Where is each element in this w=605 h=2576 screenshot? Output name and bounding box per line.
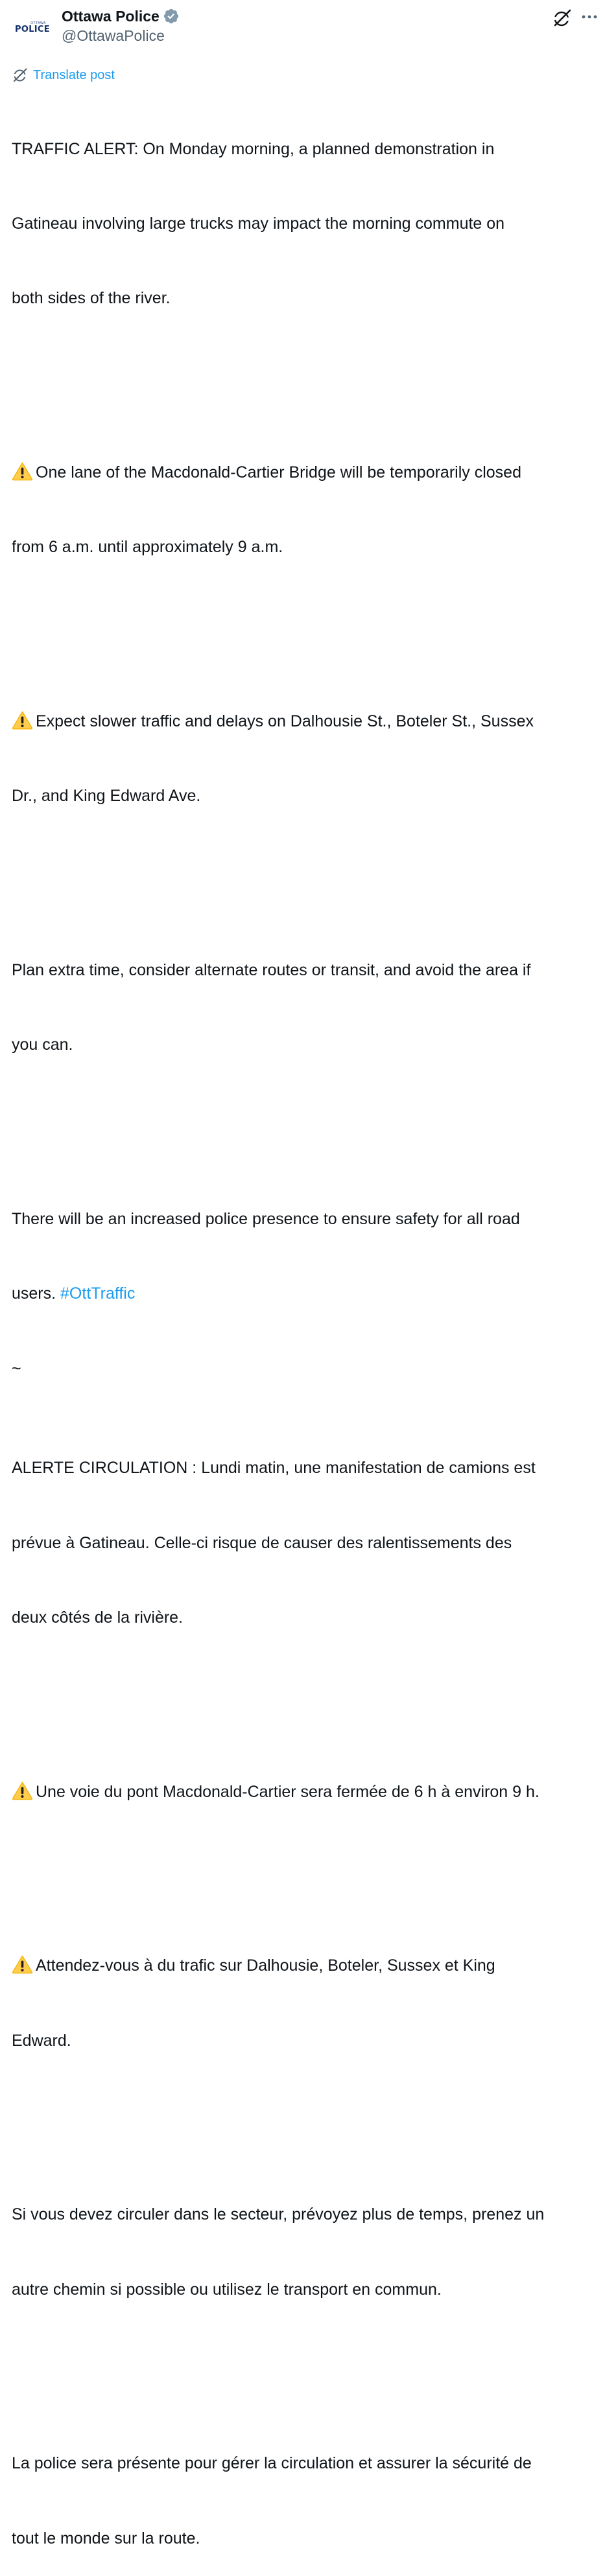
warning-sign-icon bbox=[12, 1781, 33, 1800]
post-line bbox=[12, 1780, 599, 1804]
paragraph-spacer bbox=[12, 859, 599, 883]
post-line: Dr., and King Edward Ave. bbox=[12, 787, 201, 806]
post-line: ALERTE CIRCULATION : Lundi matin, une manifestation de camions est bbox=[12, 1459, 536, 1478]
avatar[interactable] bbox=[12, 12, 53, 44]
post-line-text: Attendez-vous à du trafic sur Dalhousie, Boteler, Sussex et King bbox=[36, 1956, 495, 1975]
translate-post-row[interactable] bbox=[12, 66, 115, 84]
post-line: La police sera présente pour gérer la circulation et assurer la sécurité de bbox=[12, 2454, 532, 2473]
post-line: Edward. bbox=[12, 2031, 71, 2050]
more-icon[interactable] bbox=[580, 8, 599, 26]
post-header bbox=[0, 0, 605, 58]
translate-grok-icon bbox=[12, 67, 29, 84]
post-line: Si vous devez circuler dans le secteur, prévoyez plus de temps, prenez un bbox=[12, 2205, 545, 2224]
post-line bbox=[12, 1953, 599, 1978]
grok-icon[interactable] bbox=[552, 8, 573, 29]
post-line: Gatineau involving large trucks may impact the morning commute on bbox=[12, 215, 505, 233]
post-line: both sides of the river. bbox=[12, 289, 171, 308]
warning-sign-icon bbox=[12, 710, 33, 730]
post-line-text: users. bbox=[12, 1284, 61, 1303]
user-handle[interactable]: @OttawaPolice bbox=[62, 27, 165, 44]
paragraph-spacer bbox=[12, 2352, 599, 2376]
paragraph-spacer bbox=[12, 610, 599, 634]
display-name[interactable]: Ottawa Police bbox=[62, 7, 160, 25]
hashtag-link[interactable]: #OttTraffic bbox=[60, 1284, 136, 1303]
post-line bbox=[12, 1281, 599, 1306]
paragraph-spacer bbox=[12, 1680, 599, 1704]
separator-line: ~ bbox=[12, 1359, 21, 1378]
post-line-text: Une voie du pont Macdonald-Cartier sera fermée de 6 h à environ 9 h. bbox=[36, 1782, 540, 1801]
verified-badge-icon[interactable] bbox=[163, 8, 180, 25]
display-name-row bbox=[62, 6, 180, 27]
post-line: tout le monde sur la route. bbox=[12, 2529, 200, 2547]
post-body bbox=[12, 87, 599, 2576]
post-line: Plan extra time, consider alternate routes or transit, and avoid the area if bbox=[12, 961, 531, 980]
post-line: There will be an increased police presence to ensure safety for all road bbox=[12, 1210, 520, 1229]
warning-sign-icon bbox=[12, 461, 33, 481]
post-line: prévue à Gatineau. Celle-ci risque de causer des ralentissements des bbox=[12, 1533, 512, 1552]
paragraph-spacer bbox=[12, 2103, 599, 2128]
post-line: from 6 a.m. until approximately 9 a.m. bbox=[12, 538, 283, 557]
post-line-text: One lane of the Macdonald-Cartier Bridge will be temporarily closed bbox=[36, 463, 521, 482]
post-line: you can. bbox=[12, 1036, 73, 1054]
translate-post-link[interactable]: Translate post bbox=[33, 67, 115, 82]
avatar-logo-text: POLICE bbox=[15, 25, 50, 34]
paragraph-spacer bbox=[12, 1854, 599, 1879]
avatar-top-text: OTTAWA bbox=[30, 21, 46, 25]
post-line: autre chemin si possible ou utilisez le transport en commun. bbox=[12, 2280, 442, 2299]
warning-sign-icon bbox=[12, 1955, 33, 1974]
post-line: deux côtés de la rivière. bbox=[12, 1608, 184, 1627]
post-line bbox=[12, 460, 599, 485]
paragraph-spacer bbox=[12, 1108, 599, 1132]
post-line bbox=[12, 709, 599, 734]
post-line: TRAFFIC ALERT: On Monday morning, a planned demonstration in bbox=[12, 139, 495, 158]
post-line-text: Expect slower traffic and delays on Dalhousie St., Boteler St., Sussex bbox=[36, 712, 534, 731]
paragraph-spacer bbox=[12, 360, 599, 385]
